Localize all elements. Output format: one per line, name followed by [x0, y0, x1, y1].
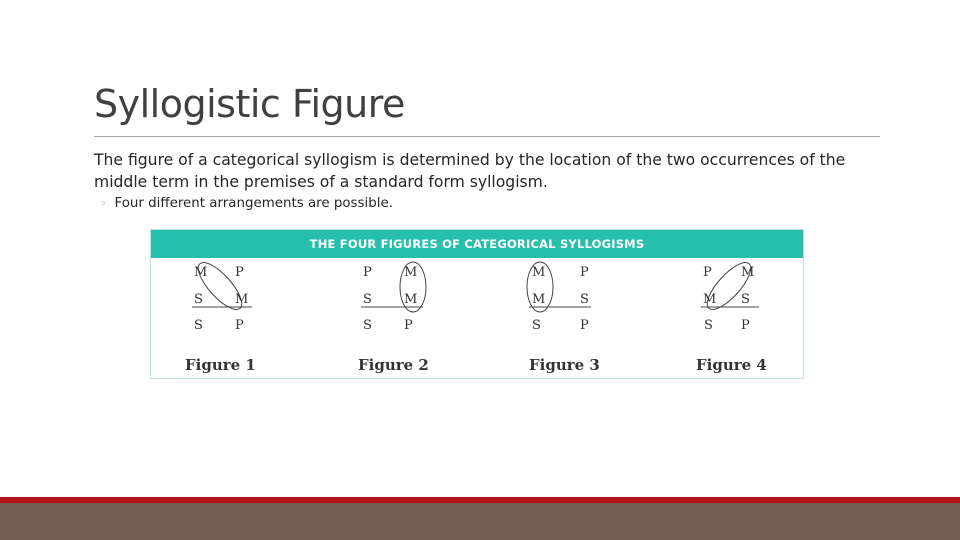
- fig4-caption: Figure 4: [696, 356, 767, 374]
- fig4-major-second: M: [741, 265, 755, 280]
- fig4-major-first: P: [703, 265, 712, 280]
- fig3-minor-second: S: [580, 292, 589, 307]
- fig2-conclusion-first: S: [363, 318, 372, 333]
- fig3-major-first: M: [532, 265, 546, 280]
- fig4-minor-second: S: [741, 292, 750, 307]
- slide-title: Syllogistic Figure: [94, 82, 405, 126]
- fig4-minor-first: M: [703, 292, 717, 307]
- title-divider: [94, 136, 880, 137]
- fig2-minor-first: S: [363, 292, 372, 307]
- fig1-caption: Figure 1: [185, 356, 256, 374]
- fig3-conclusion-first: S: [532, 318, 541, 333]
- figure-header: THE FOUR FIGURES OF CATEGORICAL SYLLOGISMS: [151, 230, 803, 258]
- fig1-major-first: M: [194, 265, 208, 280]
- bullet-item: [100, 196, 393, 211]
- fig1-major-second: P: [235, 265, 244, 280]
- fig1-minor-first: S: [194, 292, 203, 307]
- fig2-major-first: P: [363, 265, 372, 280]
- bullet-circle-icon: ◦: [100, 197, 107, 210]
- fig3-minor-first: M: [532, 292, 546, 307]
- fig2-caption: Figure 2: [358, 356, 429, 374]
- footer-band: [0, 503, 960, 540]
- fig2-conclusion-second: P: [404, 318, 413, 333]
- body-paragraph: The figure of a categorical syllogism is determined by the location of the two occurrences of the middle term in the premises of a standard form syllogism.: [94, 151, 846, 191]
- fig3-caption: Figure 3: [529, 356, 600, 374]
- fig3-major-second: P: [580, 265, 589, 280]
- fig2-major-second: M: [404, 265, 418, 280]
- syllogism-figures-image: [150, 229, 804, 379]
- fig3-conclusion-second: P: [580, 318, 589, 333]
- fig4-conclusion-first: S: [704, 318, 713, 333]
- fig1-conclusion-first: S: [194, 318, 203, 333]
- fig1-minor-second: M: [235, 292, 249, 307]
- fig2-minor-second: M: [404, 292, 418, 307]
- bullet-text: Four different arrangements are possible.: [114, 196, 393, 211]
- figures-diagram: [151, 258, 803, 378]
- fig1-conclusion-second: P: [235, 318, 244, 333]
- fig4-conclusion-second: P: [741, 318, 750, 333]
